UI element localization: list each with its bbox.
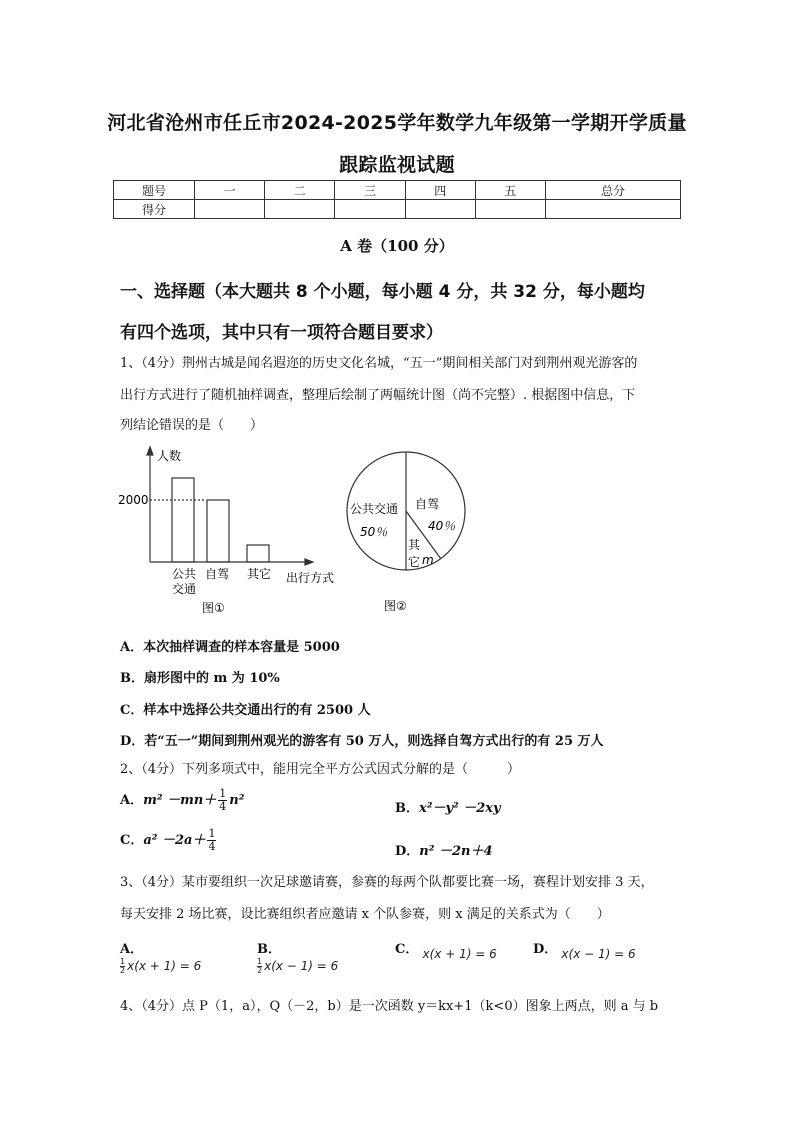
- fraction-numerator: 1: [208, 827, 216, 840]
- q3-option-a-formula: [120, 958, 201, 975]
- score-header-cell: 二: [265, 181, 335, 200]
- q3-option-c-expr: x(x + 1) = 6: [422, 947, 497, 961]
- score-cell: [195, 200, 265, 219]
- section1-heading-line1: 一、选择题（本大题共 8 个小题，每小题 4 分，共 32 分，每小题均: [120, 282, 645, 302]
- fraction-numerator: 1: [219, 787, 227, 800]
- q1-option-c[interactable]: C．样本中选择公共交通出行的有 2500 人: [120, 703, 371, 718]
- section1-heading-line2: 有四个选项，其中只有一项符合题目要求）: [120, 323, 443, 343]
- fig2-caption: 图②: [384, 599, 407, 613]
- pie-pct-bus: 50％: [360, 525, 388, 539]
- score-header-cell: 四: [405, 181, 475, 200]
- xtick-self-drive: 自驾: [205, 567, 230, 581]
- q2-option-a-tail: n²: [229, 793, 245, 808]
- q3-option-a-expr: x(x + 1) = 6: [127, 959, 202, 973]
- q2-option-a-expr: m² －mn＋: [143, 793, 217, 808]
- q2-option-c[interactable]: [120, 828, 218, 853]
- score-header-cell: 总分: [546, 181, 681, 200]
- q2-option-d-label: D．: [395, 844, 420, 859]
- fig1-caption: 图①: [202, 601, 225, 615]
- fraction-denominator: 4: [208, 840, 216, 853]
- score-header-cell: 三: [335, 181, 405, 200]
- q3-option-c-label: C．: [395, 942, 419, 957]
- q3-option-a[interactable]: [120, 938, 201, 975]
- xtick-other: 其它: [247, 567, 272, 581]
- pie-label-self: 自驾: [415, 497, 440, 511]
- q1-stem-line1: 1、（4分）荆州古城是闻名遐迩的历史文化名城，“五一”期间相关部门对到荆州观光游客的: [120, 356, 638, 371]
- fraction-numerator: 1: [120, 957, 126, 966]
- q2-option-a[interactable]: [120, 788, 244, 813]
- volume-label: A 卷（100 分）: [340, 237, 454, 255]
- q2-option-c-fraction: [207, 828, 216, 853]
- q3-stem-line2: 每天安排 2 场比赛，设比赛组织者应邀请 x 个队参赛，则 x 满足的关系式为（ ）: [120, 907, 610, 922]
- q4-stem-line1: 4、（4分）点 P（1，a），Q（－2，b）是一次函数 y＝kx+1（k<0）图象上两点，则 a 与 b: [120, 999, 659, 1014]
- q3-option-d[interactable]: [533, 938, 636, 961]
- q2-option-b[interactable]: [395, 797, 501, 816]
- bar-public-transport: [172, 478, 194, 562]
- ytick-2000: 2000: [118, 493, 149, 507]
- score-table-header-row: [114, 181, 681, 200]
- q2-option-d[interactable]: [395, 840, 493, 859]
- fraction-denominator: 2: [257, 966, 263, 975]
- q1-option-b[interactable]: B．扇形图中的 m 为 10%: [120, 671, 280, 686]
- score-header-cell: 题号: [114, 181, 195, 200]
- exam-title-line1: 河北省沧州市任丘市2024-2025学年数学九年级第一学期开学质量: [107, 112, 687, 134]
- q2-option-d-expr: n² －2n＋4: [419, 844, 493, 859]
- score-row-label: 得分: [114, 200, 195, 219]
- fraction-denominator: 2: [120, 966, 126, 975]
- pie-pct-self: 40％: [428, 519, 456, 533]
- pie-label-bus: 公共交通: [350, 502, 399, 516]
- score-cell: [265, 200, 335, 219]
- q3-option-b-expr: x(x − 1) = 6: [264, 959, 339, 973]
- q1-bar-chart: [110, 442, 350, 622]
- q3-option-a-fraction: [120, 958, 125, 975]
- y-axis-arrow: [147, 447, 153, 455]
- q3-option-b-formula: [257, 958, 338, 975]
- q3-option-c[interactable]: [395, 938, 497, 961]
- q3-option-b-fraction: [257, 958, 262, 975]
- y-axis-label: 人数: [157, 449, 182, 463]
- q2-option-c-expr: a² －2a＋: [143, 833, 206, 848]
- q1-option-a[interactable]: A．本次抽样调查的样本容量是 5000: [120, 640, 340, 655]
- pie-label-other-line2: 它: [408, 555, 421, 569]
- q3-stem-line1: 3、（4分）某市要组织一次足球邀请赛，参赛的每两个队都要比赛一场，赛程计划安排 3 天，: [120, 875, 654, 890]
- q1-stem-line2: 出行方式进行了随机抽样调查，整理后绘制了两幅统计图（尚不完整）. 根据图中信息，下: [120, 388, 636, 403]
- q2-option-b-label: B．: [395, 801, 419, 816]
- score-cell: [335, 200, 405, 219]
- xtick-public-line2: 交通: [172, 582, 197, 596]
- score-cell: [405, 200, 475, 219]
- q1-pie-chart: [340, 442, 480, 622]
- q3-option-a-label: A．: [120, 942, 144, 957]
- q1-option-d[interactable]: D．若“五一”期间到荆州观光的游客有 50 万人，则选择自驾方式出行的有 25 万人: [120, 734, 604, 749]
- score-table: [113, 180, 681, 219]
- q2-stem: 2、（4分）下列多项式中，能用完全平方公式因式分解的是（ ）: [120, 762, 521, 777]
- fraction-numerator: 1: [257, 957, 263, 966]
- exam-title-line2: 跟踪监视试题: [339, 154, 455, 176]
- score-cell: [475, 200, 545, 219]
- x-axis-arrow: [305, 559, 313, 565]
- q3-option-b-label: B．: [257, 942, 281, 957]
- bar-self-drive: [207, 500, 229, 562]
- score-table-score-row: [114, 200, 681, 219]
- x-axis-label: 出行方式: [286, 571, 335, 585]
- fraction-denominator: 4: [219, 800, 227, 813]
- q2-option-c-label: C．: [120, 833, 144, 848]
- q2-option-a-fraction: [218, 788, 227, 813]
- q2-option-a-label: A．: [120, 793, 144, 808]
- pie-label-other-line1: 其: [408, 538, 421, 552]
- score-header-cell: 一: [195, 181, 265, 200]
- pie-label-m: m: [422, 553, 434, 567]
- q3-option-d-expr: x(x − 1) = 6: [561, 947, 636, 961]
- q2-option-b-expr: x²－y² －2xy: [419, 801, 501, 816]
- score-header-cell: 五: [475, 181, 545, 200]
- bar-other: [247, 545, 269, 562]
- q1-stem-line3: 列结论错误的是（ ）: [120, 418, 264, 433]
- score-cell: [546, 200, 681, 219]
- q3-option-d-label: D．: [533, 942, 558, 957]
- xtick-public-line1: 公共: [172, 567, 197, 581]
- q3-option-b[interactable]: [257, 938, 338, 975]
